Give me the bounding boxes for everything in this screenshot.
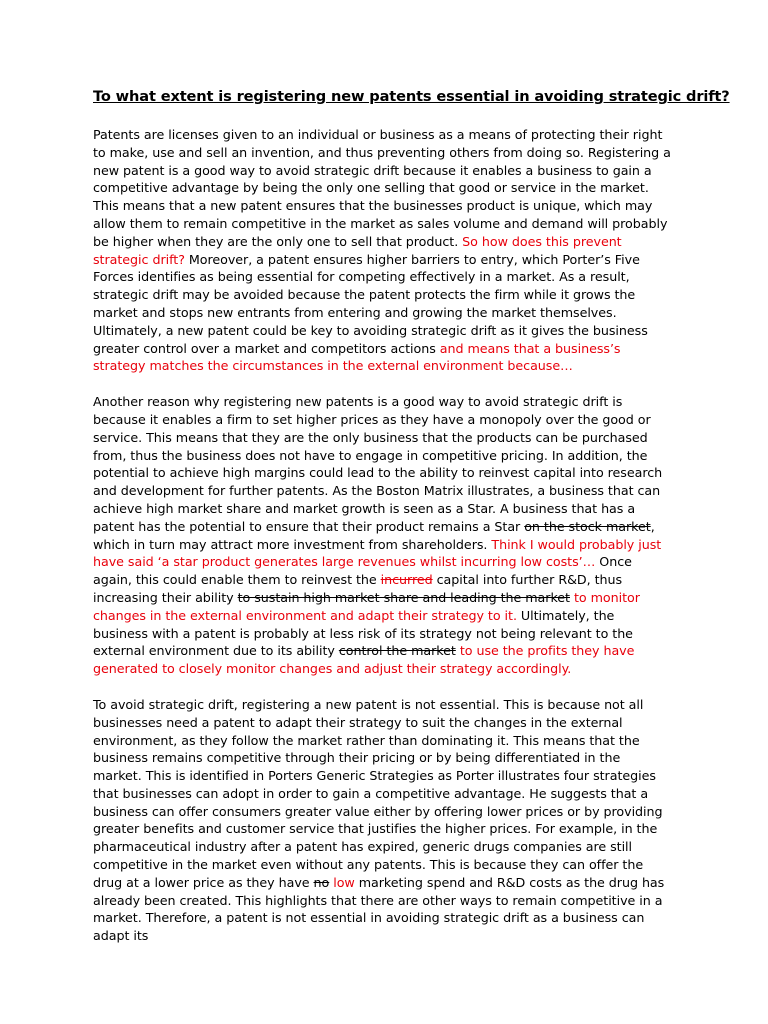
body-text: Moreover, a patent ensures higher barriers to entry, which Porter’s Five Forces identifies as being essential for competing effectively in a market. As a result, strategic drift may be avoided because the patent protects the firm while it grows the market and stops new entrants from entering and growing the market themselves. Ultimately, a new patent could be key to avoiding strategic drift as it gives the business greater control over a market and competitors actions <box>93 251 648 356</box>
deleted-text: no <box>313 874 330 890</box>
body-text: Once again, this could enable them to reinvest the <box>93 554 632 588</box>
comment-text: low <box>333 874 355 890</box>
paragraph-2 <box>93 393 672 678</box>
deleted-text: to sustain high market share and leading the market <box>237 589 570 605</box>
comment-text: and means that a business’s strategy matches the circumstances in the external environment because… <box>93 340 621 374</box>
comment-text: So how does this prevent strategic drift? <box>93 233 622 267</box>
body-text: capital into further R&D, thus increasing their ability <box>93 572 623 605</box>
document-body <box>93 126 672 945</box>
body-text: Ultimately, the business with a patent is probably at less risk of its strategy not being relevant to the external environment due to its ability <box>93 607 633 659</box>
body-text: marketing spend and R&D costs as the drug has already been created. This highlights that there are other ways to remain competitive in a market. Therefore, a patent is not essential in avoiding strategic drift as a business can adapt its <box>93 874 665 944</box>
body-text: Patents are licenses given to an individual or business as a means of protecting their right to make, use and sell an invention, and thus preventing others from doing so. Registering a new patent is a good way to avoid strategic drift because it enables a business to gain a competitive advantage by being the only one selling that good or service in the market. This means that a new patent ensures that the businesses product is unique, which may allow them to remain competitive in the market as sales volume and demand will probably be higher when they are the only one to sell that product. <box>93 127 671 249</box>
paragraph-3 <box>93 696 672 945</box>
comment-text: Think I would probably just have said ‘a star product generates large revenues whilst incurring low costs’… <box>93 536 662 570</box>
body-text: Another reason why registering new patents is a good way to avoid strategic drift is because it enables a firm to set higher prices as they have a monopoly over the good or service. This means that they are the only business that the products can be purchased from, thus the business does not have to engage in competitive pricing. In addition, the potential to achieve high margins could lead to the ability to reinvest capital into research and development for further patents. As the Boston Matrix illustrates, a business that can achieve high market share and market growth is seen as a Star. A business that has a patent has the potential to ensure that their product remains a Star <box>93 394 663 534</box>
comment-text: to monitor changes in the external environment and adapt their strategy to it. <box>93 589 640 623</box>
document-title: To what extent is registering new patents essential in avoiding strategic drift? <box>93 88 730 105</box>
body-text: , which in turn may attract more investment from shareholders. <box>93 518 655 552</box>
body-text: To avoid strategic drift, registering a new patent is not essential. This is because not all businesses need a patent to adapt their strategy to suit the changes in the external environment, as they follow the market rather than dominating it. This means that the business remains competitive through their pricing or by being differentiated in the market. This is identified in Porters Generic Strategies as Porter illustrates four strategies that businesses can adopt in order to gain a competitive advantage. He suggests that a business can offer consumers greater value either by offering lower prices or by providing greater benefits and customer service that justifies the higher prices. For example, in the pharmaceutical industry after a patent has expired, generic drugs companies are still competitive in the market even without any patents. This is because they can offer the drug at a lower price as they have <box>93 696 663 890</box>
deleted-text: control the market <box>338 643 456 659</box>
deleted-text: on the stock market <box>524 518 651 534</box>
deleted-comment-text: incurred <box>380 572 433 588</box>
paragraph-1 <box>93 126 672 375</box>
comment-text: to use the profits they have generated to closely monitor changes and adjust their strategy accordingly. <box>93 643 635 677</box>
